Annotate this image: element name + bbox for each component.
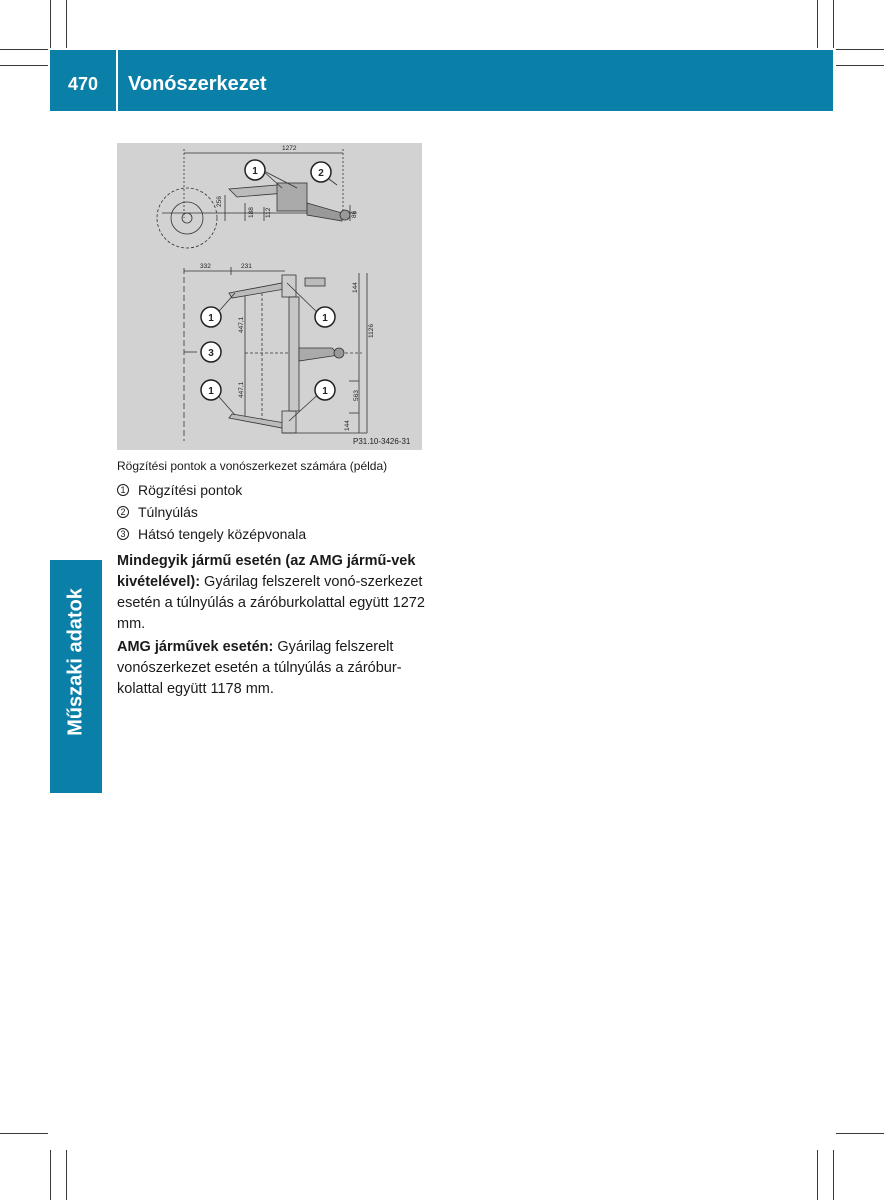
crop-mark — [817, 0, 818, 48]
dim-label: 256 — [216, 196, 223, 207]
tow-hitch-diagram — [117, 143, 422, 450]
hitch-ball — [334, 348, 344, 358]
dim-label: 1272 — [282, 145, 297, 152]
paragraph-text: Gyárilag felszerelt vonó-szerkezet esetén a túlnyúlás a záróburkolattal együtt 1272 mm. — [117, 574, 425, 632]
paragraph-lead: AMG járművek esetén: — [117, 639, 274, 655]
dim-label: 86 — [351, 210, 358, 218]
legend-number: 2 — [117, 506, 129, 518]
paragraph — [117, 551, 427, 635]
cross-member — [289, 297, 299, 411]
paragraph-text: Gyárilag felszerelt vonószerkezet esetén a túlnyúlás a záróbur-kolattal együtt 1178 mm. — [117, 639, 402, 697]
callout-2 — [311, 162, 331, 182]
callout-1 — [245, 160, 265, 180]
hitch-ball-arm — [307, 203, 342, 221]
crop-mark — [833, 0, 834, 48]
legend-text: Túlnyúlás — [138, 504, 198, 520]
dim-label: 144 — [344, 420, 351, 431]
callout-1 — [315, 307, 335, 327]
page-title: Vonószerkezet — [128, 73, 267, 95]
legend-item — [117, 479, 427, 501]
dim-label: 144 — [352, 282, 359, 293]
hitch-ball — [340, 210, 350, 220]
svg-text:1: 1 — [208, 313, 214, 324]
crop-mark — [817, 1150, 818, 1200]
crop-mark — [833, 1150, 834, 1200]
callout-1 — [201, 307, 221, 327]
crop-mark — [66, 1150, 67, 1200]
legend-item — [117, 523, 427, 545]
crop-mark — [836, 65, 884, 66]
crop-mark — [836, 1133, 884, 1134]
wheel-hub — [171, 202, 203, 234]
wheel-shape — [157, 188, 217, 248]
wheel-center — [182, 213, 192, 223]
legend-text: Rögzítési pontok — [138, 482, 243, 498]
dim-label: 188 — [248, 207, 255, 218]
dim-label: 1126 — [368, 324, 375, 338]
legend-number: 3 — [117, 528, 129, 540]
dim-label: 231 — [241, 263, 252, 270]
legend-number: 1 — [117, 484, 129, 496]
section-tab-label: Műszaki adatok — [64, 588, 87, 736]
svg-text:1: 1 — [252, 166, 258, 177]
crop-mark — [0, 1133, 48, 1134]
svg-text:1: 1 — [322, 313, 328, 324]
content-column — [117, 458, 427, 700]
paragraph — [117, 637, 427, 700]
frame-arm — [229, 283, 285, 298]
crop-mark — [50, 1150, 51, 1200]
mount-bracket — [282, 411, 296, 433]
header-divider — [116, 50, 118, 111]
callout-3 — [201, 342, 221, 362]
diagram-svg — [117, 143, 422, 450]
dim-label: 332 — [200, 263, 211, 270]
svg-text:3: 3 — [208, 348, 214, 359]
dim-label: 112 — [265, 207, 272, 218]
crop-mark — [66, 0, 67, 48]
crop-mark — [836, 49, 884, 50]
hitch-part — [305, 278, 325, 286]
image-code: P31.10-3426-31 — [353, 437, 411, 446]
paragraph-lead: Mindegyik jármű esetén (az AMG jármű-vek kivételével): — [117, 553, 416, 590]
dim-label: 563 — [353, 390, 360, 401]
figure-caption: Rögzítési pontok a vonószerkezet számára (példa) — [117, 459, 388, 473]
legend-text: Hátsó tengely középvonala — [138, 526, 307, 542]
dim-label: 447,1 — [238, 381, 245, 398]
page-number: 470 — [67, 74, 99, 94]
svg-text:1: 1 — [322, 386, 328, 397]
svg-text:2: 2 — [318, 168, 324, 179]
callout-1 — [315, 380, 335, 400]
callout-1 — [201, 380, 221, 400]
svg-text:1: 1 — [208, 386, 214, 397]
legend-item — [117, 501, 427, 523]
crop-mark — [0, 49, 48, 50]
hitch-arm — [299, 348, 339, 361]
crop-mark — [50, 0, 51, 48]
crop-mark — [0, 65, 48, 66]
mount-bracket — [282, 275, 296, 297]
frame-arm — [229, 414, 285, 428]
dim-label: 447,1 — [238, 316, 245, 333]
